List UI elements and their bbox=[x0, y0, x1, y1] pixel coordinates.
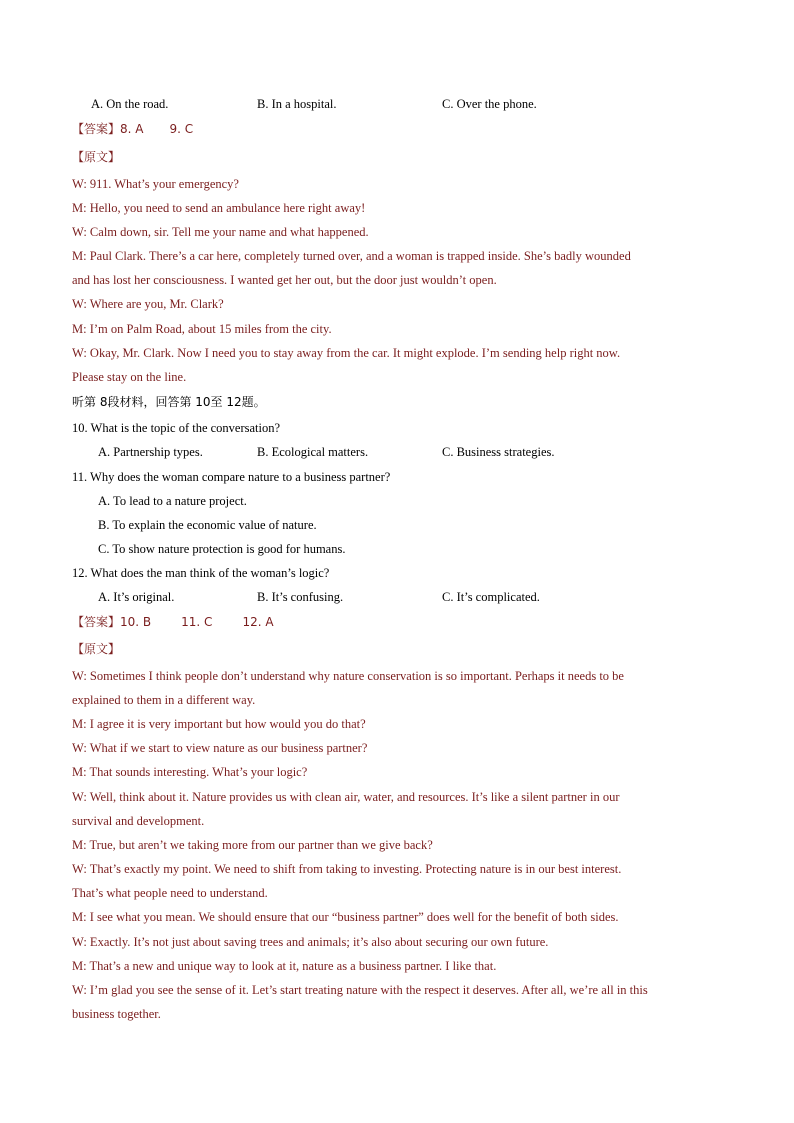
transcript-2-line: survival and development. bbox=[72, 814, 205, 828]
answer-11: 11. C bbox=[181, 615, 213, 629]
answer-10: 10. B bbox=[120, 615, 152, 629]
q10-option-c: C. Business strategies. bbox=[442, 445, 555, 459]
transcript-2-line: W: Exactly. It’s not just about saving trees and animals; it’s also about securing our own future. bbox=[72, 935, 549, 949]
transcript-1-line: M: Hello, you need to send an ambulance here right away! bbox=[72, 201, 366, 215]
transcript-2-line: M: I see what you mean. We should ensure that our “business partner” does well for the benefit of both sides. bbox=[72, 910, 619, 924]
answer-9: 9. C bbox=[169, 122, 194, 136]
answer-label: 【答案】 bbox=[72, 122, 121, 136]
q12-option-b: B. It’s confusing. bbox=[257, 590, 344, 604]
transcript-label-1: 【原文】 bbox=[72, 150, 121, 164]
q10-option-a: A. Partnership types. bbox=[98, 445, 203, 459]
q11-stem: 11. Why does the woman compare nature to a business partner? bbox=[72, 470, 391, 484]
transcript-label-2: 【原文】 bbox=[72, 642, 121, 656]
transcript-2-line: M: I agree it is very important but how would you do that? bbox=[72, 717, 366, 731]
q12-option-a: A. It’s original. bbox=[98, 590, 175, 604]
answer-block-2 bbox=[72, 614, 274, 630]
q11-option-b: B. To explain the economic value of nature. bbox=[98, 518, 317, 532]
q9-option-a: A. On the road. bbox=[91, 97, 169, 111]
transcript-1-line: W: Where are you, Mr. Clark? bbox=[72, 297, 224, 311]
q11-option-a: A. To lead to a nature project. bbox=[98, 494, 247, 508]
transcript-2-line: W: Well, think about it. Nature provides us with clean air, water, and resources. It’s like a silent partner in our bbox=[72, 790, 620, 804]
transcript-2-line: W: That’s exactly my point. We need to shift from taking to investing. Protecting nature is in our best interest. bbox=[72, 862, 622, 876]
q12-stem: 12. What does the man think of the woman’s logic? bbox=[72, 566, 330, 580]
transcript-1-line: and has lost her consciousness. I wanted get her out, but the door just wouldn’t open. bbox=[72, 273, 497, 287]
q11-option-c: C. To show nature protection is good for humans. bbox=[98, 542, 346, 556]
transcript-2-line: M: That’s a new and unique way to look at it, nature as a business partner. I like that. bbox=[72, 959, 497, 973]
transcript-1-line: W: Okay, Mr. Clark. Now I need you to stay away from the car. It might explode. I’m sending help right now. bbox=[72, 346, 621, 360]
q10-option-b: B. Ecological matters. bbox=[257, 445, 369, 459]
answer-8: 8. A bbox=[120, 122, 144, 136]
transcript-1-line: Please stay on the line. bbox=[72, 370, 187, 384]
transcript-2-line: W: Sometimes I think people don’t understand why nature conservation is so important. Perhaps it needs to be bbox=[72, 669, 624, 683]
transcript-1-line: W: 911. What’s your emergency? bbox=[72, 177, 239, 191]
transcript-1-line: M: I’m on Palm Road, about 15 miles from the city. bbox=[72, 322, 332, 336]
transcript-2-line: explained to them in a different way. bbox=[72, 693, 256, 707]
q9-option-c: C. Over the phone. bbox=[442, 97, 537, 111]
answer-12: 12. A bbox=[242, 615, 274, 629]
answer-block-1 bbox=[72, 121, 193, 137]
q10-stem: 10. What is the topic of the conversation? bbox=[72, 421, 281, 435]
section-heading: 听第 8段材料，回答第 10至 12题。 bbox=[72, 395, 266, 409]
transcript-2-line: That’s what people need to understand. bbox=[72, 886, 268, 900]
transcript-2-line: W: What if we start to view nature as our business partner? bbox=[72, 741, 368, 755]
transcript-2-line: W: I’m glad you see the sense of it. Let’s start treating nature with the respect it deserves. After all, we’re all in this bbox=[72, 983, 648, 997]
transcript-2-line: M: True, but aren’t we taking more from our partner than we give back? bbox=[72, 838, 433, 852]
transcript-1-line: M: Paul Clark. There’s a car here, completely turned over, and a woman is trapped inside. She’s badly wounded bbox=[72, 249, 631, 263]
transcript-2-line: M: That sounds interesting. What’s your logic? bbox=[72, 765, 308, 779]
q9-option-b: B. In a hospital. bbox=[257, 97, 337, 111]
transcript-1-line: W: Calm down, sir. Tell me your name and what happened. bbox=[72, 225, 369, 239]
q12-option-c: C. It’s complicated. bbox=[442, 590, 540, 604]
answer-label: 【答案】 bbox=[72, 615, 121, 629]
transcript-2-line: business together. bbox=[72, 1007, 161, 1021]
